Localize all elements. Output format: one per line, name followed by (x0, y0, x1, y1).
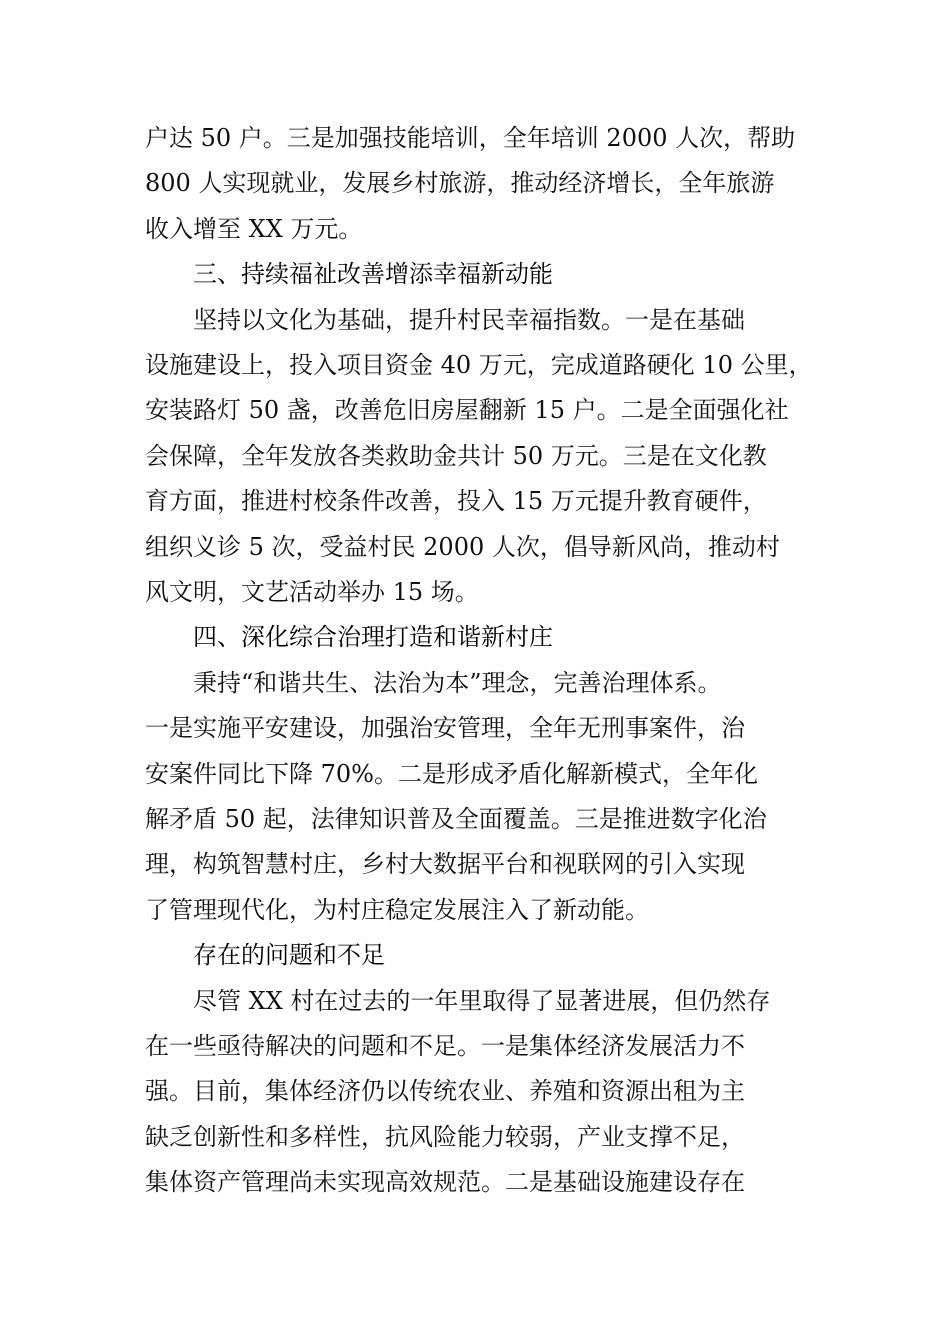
paragraph-first-line: 秉持“和谐共生、法治为本”理念，完善治理体系。 (193, 669, 722, 697)
body-text-line: 800 人实现就业，发展乡村旅游，推动经济增长，全年旅游 (145, 169, 775, 197)
body-text-line: 了管理现代化，为村庄稳定发展注入了新动能。 (145, 896, 649, 924)
body-text-line: 育方面，推进村校条件改善，投入 15 万元提升教育硬件， (145, 487, 767, 515)
body-text-line: 安案件同比下降 70%。二是形成矛盾化解新模式，全年化 (145, 760, 758, 788)
section-heading: 四、深化综合治理打造和谐新村庄 (193, 623, 553, 651)
body-text-line: 理，构筑智慧村庄，乡村大数据平台和视联网的引入实现 (145, 850, 745, 878)
body-text-line: 集体资产管理尚未实现高效规范。二是基础设施建设存在 (145, 1168, 745, 1196)
body-text-line: 在一些亟待解决的问题和不足。一是集体经济发展活力不 (145, 1032, 745, 1060)
body-text-line: 设施建设上，投入项目资金 40 万元，完成道路硬化 10 公里， (145, 351, 813, 379)
body-text-line: 安装路灯 50 盏，改善危旧房屋翻新 15 户。二是全面强化社 (145, 396, 789, 424)
paragraph-first-line: 坚持以文化为基础，提升村民幸福指数。一是在基础 (193, 306, 745, 334)
body-text-line: 户达 50 户。三是加强技能培训，全年培训 2000 人次，帮助 (145, 124, 796, 152)
body-text-line: 一是实施平安建设，加强治安管理，全年无刑事案件，治 (145, 714, 745, 742)
body-text-line: 收入增至 XX 万元。 (145, 215, 363, 243)
body-text-line: 缺乏创新性和多样性，抗风险能力较弱，产业支撑不足， (145, 1123, 745, 1151)
body-text-line: 会保障，全年发放各类救助金共计 50 万元。三是在文化教 (145, 442, 767, 470)
body-text-line: 组织义诊 5 次，受益村民 2000 人次，倡导新风尚，推动村 (145, 533, 780, 561)
paragraph-first-line: 尽管 XX 村在过去的一年里取得了显著进展，但仍然存 (193, 987, 771, 1015)
body-text-line: 解矛盾 50 起，法律知识普及全面覆盖。三是推进数字化治 (145, 805, 767, 833)
body-text-line: 强。目前，集体经济仍以传统农业、养殖和资源出租为主 (145, 1077, 745, 1105)
body-text-line: 风文明，文艺活动举办 15 场。 (145, 578, 479, 606)
section-heading: 存在的问题和不足 (193, 941, 385, 969)
section-heading: 三、持续福祉改善增添幸福新动能 (193, 260, 553, 288)
